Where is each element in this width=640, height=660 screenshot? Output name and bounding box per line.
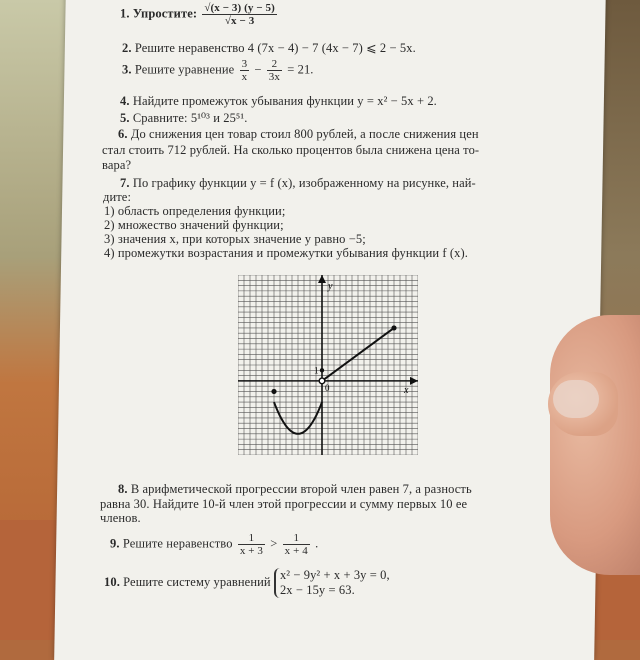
hand (550, 315, 640, 575)
task-1-fraction (202, 2, 277, 27)
task-7-item-3: 3) значения x, при которых значение y равно −5; (104, 232, 366, 246)
task-10 (104, 568, 390, 598)
task-2 (122, 40, 416, 56)
task-4 (120, 94, 437, 109)
task-6-line-2: стал стоить 712 рублей. На сколько процентов была снижена цена то- (102, 143, 480, 157)
task-3-text: Решите уравнение (134, 62, 235, 77)
task-3-rhs: = 21. (287, 62, 314, 77)
open-point-origin (319, 378, 325, 384)
origin-label: 0 (325, 382, 330, 393)
task-10-system (274, 568, 390, 598)
task-3-fraction-1 (240, 58, 250, 83)
task-8-line-1 (118, 482, 472, 497)
task-7-item-4: 4) промежутки возрастания и промежутки убывания функции f (x). (104, 246, 468, 260)
task-4-text: Найдите промежуток убывания функции y = x² − 5x + 2. (132, 94, 437, 108)
x-axis-label: x (404, 384, 409, 396)
task-10-text: Решите систему уравнений (123, 574, 271, 589)
task-9-end: . (315, 536, 319, 551)
task-3-f1-den: x (241, 71, 248, 83)
task-1-numerator: √(x − 3) (y − 5) (204, 2, 275, 14)
task-1-text: Упростите: (132, 6, 198, 21)
y-axis-arrow (318, 275, 326, 283)
task-3-minus: − (254, 62, 262, 77)
thumbnail-nail (553, 380, 599, 418)
task-7-line-1 (120, 176, 476, 191)
task-9 (110, 532, 318, 557)
task-3-f2-num: 2 (267, 58, 282, 71)
task-10-eq-2: 2x − 15y = 63. (279, 583, 355, 597)
task-7-number: 7. (120, 176, 130, 190)
task-7-item-1: 1) область определения функции; (104, 204, 286, 218)
task-3-number: 3. (122, 62, 132, 77)
segment-endpoint (391, 325, 396, 330)
task-1-denominator: √x − 3 (224, 15, 255, 27)
task-9-gt: > (270, 536, 278, 551)
task-1 (120, 2, 279, 27)
function-graph (238, 275, 418, 455)
unit-label: 1 (314, 365, 319, 376)
x-axis-arrow (410, 377, 418, 385)
task-6-line-3: вара? (102, 158, 132, 172)
task-9-f2-den: x + 4 (284, 545, 308, 557)
task-9-f1-den: x + 3 (239, 545, 264, 557)
task-5 (120, 110, 247, 126)
task-9-number: 9. (110, 536, 120, 551)
task-9-f2-num: 1 (283, 532, 310, 545)
task-8-text-1: В арифметической прогрессии второй член равен 7, а разность (130, 482, 472, 496)
task-7-line-2: дите: (103, 190, 132, 204)
task-3-f1-num: 3 (241, 58, 248, 70)
task-4-number: 4. (120, 94, 130, 108)
task-2-text: Решите неравенство 4 (7x − 4) − 7 (4x − 7) ⩽ 2 − 5x. (134, 41, 416, 55)
unit-point (320, 368, 324, 372)
task-9-text: Решите неравенство (122, 536, 233, 551)
task-9-f1-num: 1 (238, 532, 265, 545)
task-6-number: 6. (118, 127, 128, 141)
curve-endpoint (271, 389, 276, 394)
task-6-line-1 (118, 127, 479, 142)
task-3 (122, 58, 314, 83)
task-9-fraction-2 (283, 532, 310, 557)
task-9-fraction-1 (238, 532, 265, 557)
task-7-text-1: По графику функции y = f (x), изображенному на рисунке, най- (132, 176, 476, 190)
task-7-item-2: 2) множество значений функции; (104, 218, 284, 232)
task-6-text-1: До снижения цен товар стоил 800 рублей, а после снижения цен (130, 127, 479, 141)
task-3-fraction-2 (267, 58, 282, 83)
task-8-number: 8. (118, 482, 128, 496)
task-8-line-3: членов. (100, 511, 141, 525)
task-8-line-2: равна 30. Найдите 10-й член этой прогрессии и сумму первых 10 ее (100, 497, 468, 511)
task-2-number: 2. (122, 41, 132, 55)
task-1-number: 1. (120, 6, 130, 21)
task-10-eq-1: x² − 9y² + x + 3y = 0, (279, 568, 390, 582)
task-5-number: 5. (120, 111, 130, 125)
task-5-text: Сравните: 5¹⁰³ и 25⁵¹. (132, 111, 248, 125)
task-10-number: 10. (104, 574, 120, 589)
y-axis-label: y (328, 281, 333, 292)
task-3-f2-den: 3x (268, 71, 280, 83)
graph-grid (238, 275, 418, 455)
